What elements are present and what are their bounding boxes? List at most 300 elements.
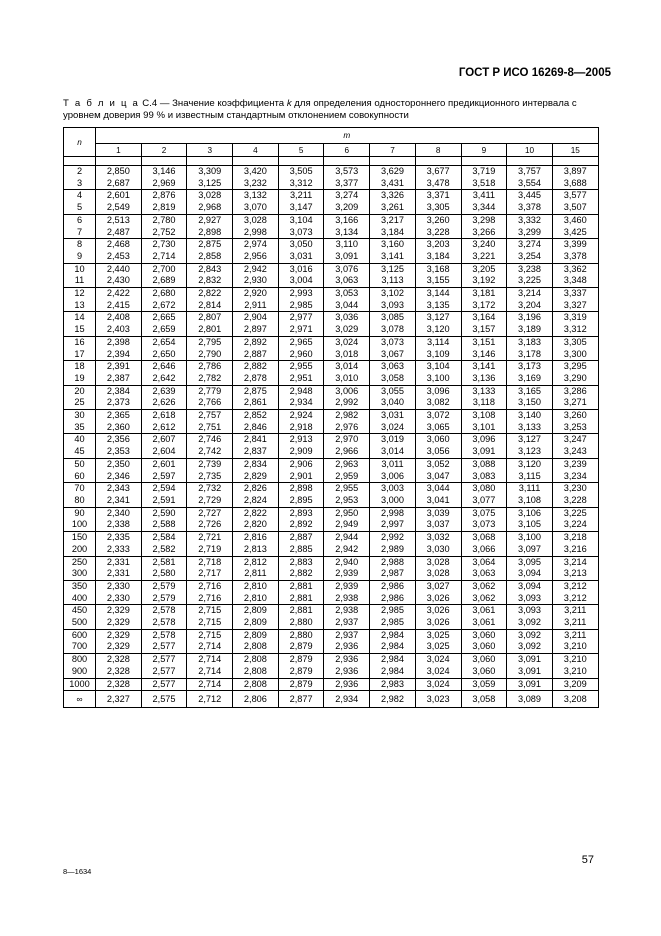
value-cell: 3,030: [415, 544, 461, 556]
table-caption: [63, 98, 613, 122]
value-cell: 2,936: [324, 654, 370, 666]
value-cell: 2,340: [96, 507, 142, 519]
value-cell: 3,133: [461, 385, 507, 397]
value-cell: 2,384: [96, 385, 142, 397]
column-group-header-m: m: [96, 128, 599, 144]
value-cell: 2,852: [233, 410, 279, 422]
value-cell: 2,440: [96, 263, 142, 275]
value-cell: 3,060: [461, 666, 507, 678]
value-cell: 2,982: [324, 410, 370, 422]
table-row: [64, 190, 599, 202]
value-cell: 2,578: [141, 617, 187, 629]
value-cell: 2,597: [141, 471, 187, 483]
table-row: [64, 568, 599, 580]
value-cell: 3,037: [415, 519, 461, 531]
value-cell: 2,834: [233, 458, 279, 470]
value-cell: 2,328: [96, 678, 142, 691]
value-cell: 2,578: [141, 629, 187, 641]
value-cell: 3,204: [507, 300, 553, 312]
row-n-cell: 700: [64, 641, 96, 653]
value-cell: 2,850: [96, 166, 142, 178]
value-cell: 2,944: [324, 532, 370, 544]
value-cell: 2,607: [141, 434, 187, 446]
table-row: [64, 446, 599, 458]
value-cell: 3,141: [370, 251, 416, 263]
row-n-cell: 14: [64, 312, 96, 324]
value-cell: 3,056: [415, 446, 461, 458]
value-cell: 2,879: [278, 678, 324, 691]
value-cell: 3,196: [507, 312, 553, 324]
value-cell: 3,189: [507, 324, 553, 336]
value-cell: 3,254: [507, 251, 553, 263]
table-row: [64, 519, 599, 531]
value-cell: 2,331: [96, 568, 142, 580]
value-cell: 3,305: [552, 336, 598, 348]
table-row: [64, 214, 599, 226]
value-cell: 2,881: [278, 580, 324, 592]
table-row: [64, 397, 599, 409]
table-row: [64, 458, 599, 470]
value-cell: 3,014: [324, 361, 370, 373]
column-header-m: 5: [278, 144, 324, 157]
row-n-cell: 50: [64, 458, 96, 470]
value-cell: 2,939: [324, 568, 370, 580]
value-cell: 3,312: [278, 178, 324, 190]
table-row: [64, 263, 599, 275]
value-cell: 2,984: [370, 654, 416, 666]
value-cell: 3,029: [324, 324, 370, 336]
value-cell: 2,875: [233, 385, 279, 397]
value-cell: 3,240: [461, 239, 507, 251]
value-cell: 3,132: [233, 190, 279, 202]
row-n-cell: 3: [64, 178, 96, 190]
value-cell: 3,040: [370, 397, 416, 409]
value-cell: 2,983: [370, 678, 416, 691]
value-cell: 3,036: [324, 312, 370, 324]
value-cell: 3,111: [507, 483, 553, 495]
value-cell: 3,075: [461, 507, 507, 519]
value-cell: 2,343: [96, 483, 142, 495]
value-cell: 2,579: [141, 580, 187, 592]
value-cell: 2,601: [96, 190, 142, 202]
value-cell: 2,329: [96, 629, 142, 641]
value-cell: 3,073: [370, 336, 416, 348]
spacer-cell: [278, 157, 324, 166]
value-cell: 2,948: [278, 385, 324, 397]
value-cell: 3,431: [370, 178, 416, 190]
value-cell: 2,936: [324, 666, 370, 678]
value-cell: 2,904: [233, 312, 279, 324]
value-cell: 3,344: [461, 202, 507, 214]
value-cell: 2,882: [278, 568, 324, 580]
value-cell: 3,060: [461, 641, 507, 653]
value-cell: 3,031: [278, 251, 324, 263]
value-cell: 3,166: [324, 214, 370, 226]
value-cell: 3,300: [552, 349, 598, 361]
value-cell: 3,217: [370, 214, 416, 226]
value-cell: 2,997: [370, 519, 416, 531]
value-cell: 3,110: [324, 239, 370, 251]
value-cell: 3,066: [461, 544, 507, 556]
value-cell: 2,580: [141, 568, 187, 580]
table-row: [64, 691, 599, 708]
value-cell: 2,938: [324, 605, 370, 617]
value-cell: 3,228: [415, 227, 461, 239]
value-cell: 3,234: [552, 471, 598, 483]
value-cell: 3,019: [370, 434, 416, 446]
table-row: [64, 580, 599, 592]
value-cell: 2,920: [233, 288, 279, 300]
value-cell: 2,642: [141, 373, 187, 385]
value-cell: 3,004: [278, 275, 324, 287]
value-cell: 3,155: [415, 275, 461, 287]
value-cell: 2,328: [96, 654, 142, 666]
table-row: [64, 544, 599, 556]
value-cell: 3,105: [507, 519, 553, 531]
value-cell: 3,091: [507, 678, 553, 691]
value-cell: 2,875: [187, 239, 233, 251]
value-cell: 3,031: [370, 410, 416, 422]
value-cell: 2,650: [141, 349, 187, 361]
value-cell: 3,164: [461, 312, 507, 324]
value-cell: 2,360: [96, 422, 142, 434]
value-cell: 3,425: [552, 227, 598, 239]
value-cell: 2,700: [141, 263, 187, 275]
value-cell: 2,826: [233, 483, 279, 495]
value-cell: 2,966: [324, 446, 370, 458]
value-cell: 3,094: [507, 568, 553, 580]
value-cell: 2,819: [141, 202, 187, 214]
table-row: [64, 641, 599, 653]
value-cell: 2,398: [96, 336, 142, 348]
row-n-cell: 450: [64, 605, 96, 617]
value-cell: 3,178: [507, 349, 553, 361]
value-cell: 2,808: [233, 641, 279, 653]
value-cell: 3,026: [415, 617, 461, 629]
value-cell: 2,816: [233, 532, 279, 544]
value-cell: 3,140: [507, 410, 553, 422]
value-cell: 2,909: [278, 446, 324, 458]
value-cell: 2,757: [187, 410, 233, 422]
value-cell: 3,211: [552, 605, 598, 617]
value-cell: 2,986: [370, 580, 416, 592]
value-cell: 3,305: [415, 202, 461, 214]
value-cell: 3,006: [324, 385, 370, 397]
value-cell: 2,812: [233, 556, 279, 568]
value-cell: 3,362: [552, 263, 598, 275]
value-cell: 2,938: [324, 593, 370, 605]
value-cell: 3,024: [370, 422, 416, 434]
value-cell: 2,984: [370, 629, 416, 641]
value-cell: 2,892: [278, 519, 324, 531]
value-cell: 3,243: [552, 446, 598, 458]
value-cell: 3,212: [552, 593, 598, 605]
value-cell: 3,023: [415, 691, 461, 708]
value-cell: 3,108: [507, 495, 553, 507]
value-cell: 3,399: [552, 239, 598, 251]
row-n-cell: 20: [64, 385, 96, 397]
value-cell: 3,261: [370, 202, 416, 214]
value-cell: 3,024: [415, 666, 461, 678]
value-cell: 2,879: [278, 654, 324, 666]
value-cell: 2,715: [187, 605, 233, 617]
table-row: [64, 666, 599, 678]
value-cell: 3,123: [507, 446, 553, 458]
value-cell: 3,063: [324, 275, 370, 287]
row-n-cell: 15: [64, 324, 96, 336]
value-cell: 2,751: [187, 422, 233, 434]
row-n-cell: 100: [64, 519, 96, 531]
value-cell: 3,150: [507, 397, 553, 409]
value-cell: 2,955: [278, 361, 324, 373]
value-cell: 2,718: [187, 556, 233, 568]
value-cell: 3,147: [278, 202, 324, 214]
value-cell: 2,584: [141, 532, 187, 544]
value-cell: 2,969: [141, 178, 187, 190]
value-cell: 3,211: [278, 190, 324, 202]
page-number: 57: [581, 854, 594, 866]
value-cell: 2,880: [278, 629, 324, 641]
value-cell: 3,371: [415, 190, 461, 202]
value-cell: 2,328: [96, 666, 142, 678]
value-cell: 2,330: [96, 593, 142, 605]
table-row: [64, 556, 599, 568]
row-n-cell: 80: [64, 495, 96, 507]
value-cell: 3,096: [461, 434, 507, 446]
row-n-cell: 13: [64, 300, 96, 312]
column-header-m: 8: [415, 144, 461, 157]
value-cell: 2,956: [233, 251, 279, 263]
value-cell: 2,487: [96, 227, 142, 239]
value-cell: 3,897: [552, 166, 598, 178]
value-cell: 2,391: [96, 361, 142, 373]
value-cell: 3,577: [552, 190, 598, 202]
value-cell: 3,091: [324, 251, 370, 263]
value-cell: 2,591: [141, 495, 187, 507]
value-cell: 3,309: [187, 166, 233, 178]
value-cell: 2,813: [233, 544, 279, 556]
value-cell: 2,988: [370, 556, 416, 568]
value-cell: 3,100: [415, 373, 461, 385]
value-cell: 2,927: [187, 214, 233, 226]
value-cell: 2,612: [141, 422, 187, 434]
value-cell: 2,330: [96, 580, 142, 592]
spacer-cell: [552, 157, 598, 166]
value-cell: 3,337: [552, 288, 598, 300]
value-cell: 3,047: [415, 471, 461, 483]
value-cell: 2,897: [233, 324, 279, 336]
value-cell: 2,575: [141, 691, 187, 708]
value-cell: 2,968: [187, 202, 233, 214]
value-cell: 3,024: [415, 654, 461, 666]
column-header-m: 7: [370, 144, 416, 157]
value-cell: 2,985: [370, 605, 416, 617]
row-n-cell: 600: [64, 629, 96, 641]
value-cell: 3,209: [552, 678, 598, 691]
value-cell: 3,011: [370, 458, 416, 470]
value-cell: 2,714: [141, 251, 187, 263]
value-cell: 3,065: [415, 422, 461, 434]
value-cell: 2,513: [96, 214, 142, 226]
caption-text-before: Значение коэффициента: [172, 98, 285, 109]
value-cell: 2,739: [187, 458, 233, 470]
value-cell: 2,577: [141, 641, 187, 653]
value-cell: 3,135: [415, 300, 461, 312]
value-cell: 2,901: [278, 471, 324, 483]
value-cell: 3,085: [370, 312, 416, 324]
value-cell: 2,970: [324, 434, 370, 446]
value-cell: 2,808: [233, 654, 279, 666]
value-cell: 2,913: [278, 434, 324, 446]
value-cell: 3,133: [507, 422, 553, 434]
value-cell: 3,146: [141, 166, 187, 178]
value-cell: 3,026: [415, 593, 461, 605]
value-cell: 2,887: [233, 349, 279, 361]
value-cell: 3,214: [552, 556, 598, 568]
value-cell: 2,887: [278, 532, 324, 544]
value-cell: 3,378: [507, 202, 553, 214]
value-cell: 3,271: [552, 397, 598, 409]
value-cell: 3,016: [278, 263, 324, 275]
value-cell: 3,688: [552, 178, 598, 190]
value-cell: 3,003: [370, 483, 416, 495]
value-cell: 2,942: [233, 263, 279, 275]
value-cell: 2,715: [187, 629, 233, 641]
value-cell: 3,212: [552, 580, 598, 592]
row-n-cell: 70: [64, 483, 96, 495]
value-cell: 3,092: [507, 641, 553, 653]
table-row: [64, 471, 599, 483]
value-cell: 3,213: [552, 568, 598, 580]
value-cell: 2,422: [96, 288, 142, 300]
column-header-m: 10: [507, 144, 553, 157]
value-cell: 3,169: [507, 373, 553, 385]
caption-symbol: k: [286, 98, 292, 109]
value-cell: 2,985: [370, 617, 416, 629]
value-cell: 2,924: [278, 410, 324, 422]
value-cell: 3,266: [461, 227, 507, 239]
column-header-m: 1: [96, 144, 142, 157]
value-cell: 3,064: [461, 556, 507, 568]
value-cell: 2,730: [141, 239, 187, 251]
value-cell: 3,062: [461, 580, 507, 592]
value-cell: 2,672: [141, 300, 187, 312]
column-header-m: 2: [141, 144, 187, 157]
value-cell: 3,025: [415, 629, 461, 641]
table-row: [64, 312, 599, 324]
value-cell: 3,058: [370, 373, 416, 385]
value-cell: 2,790: [187, 349, 233, 361]
row-n-cell: 6: [64, 214, 96, 226]
table-row: [64, 605, 599, 617]
row-n-cell: 250: [64, 556, 96, 568]
value-cell: 2,687: [96, 178, 142, 190]
value-cell: 2,985: [278, 300, 324, 312]
column-header-m: 15: [552, 144, 598, 157]
value-cell: 2,578: [141, 605, 187, 617]
value-cell: 3,060: [461, 654, 507, 666]
value-cell: 2,984: [370, 641, 416, 653]
value-cell: 3,377: [324, 178, 370, 190]
value-cell: 3,058: [461, 691, 507, 708]
value-cell: 2,934: [278, 397, 324, 409]
value-cell: 3,125: [187, 178, 233, 190]
row-n-cell: 350: [64, 580, 96, 592]
value-cell: 2,716: [187, 593, 233, 605]
value-cell: 3,445: [507, 190, 553, 202]
value-cell: 2,680: [141, 288, 187, 300]
value-cell: 2,824: [233, 495, 279, 507]
value-cell: 3,082: [415, 397, 461, 409]
value-cell: 2,820: [233, 519, 279, 531]
row-n-cell: 12: [64, 288, 96, 300]
value-cell: 2,577: [141, 666, 187, 678]
value-cell: 3,073: [278, 227, 324, 239]
value-cell: 2,822: [233, 507, 279, 519]
row-n-cell: 40: [64, 434, 96, 446]
value-cell: 3,063: [461, 568, 507, 580]
table-row: [64, 654, 599, 666]
value-cell: 3,095: [507, 556, 553, 568]
value-cell: 2,654: [141, 336, 187, 348]
value-cell: 2,936: [324, 641, 370, 653]
value-cell: 2,346: [96, 471, 142, 483]
value-cell: 2,809: [233, 605, 279, 617]
value-cell: 3,041: [415, 495, 461, 507]
value-cell: 3,094: [507, 580, 553, 592]
value-cell: 3,134: [324, 227, 370, 239]
value-cell: 2,832: [187, 275, 233, 287]
caption-text-after: для определения одностороннего предикционного интервала с уровнем доверия 99 % и известным стандартным отклонением совокупности: [63, 98, 577, 121]
value-cell: 3,106: [507, 507, 553, 519]
table-row: [64, 178, 599, 190]
value-cell: 2,930: [233, 275, 279, 287]
value-cell: 2,879: [278, 641, 324, 653]
value-cell: 3,210: [552, 654, 598, 666]
value-cell: 3,073: [461, 519, 507, 531]
row-n-cell: 800: [64, 654, 96, 666]
print-code: 8—1634: [63, 867, 92, 876]
value-cell: 3,181: [461, 288, 507, 300]
value-cell: 2,858: [187, 251, 233, 263]
value-cell: 3,478: [415, 178, 461, 190]
spacer-cell: [187, 157, 233, 166]
value-cell: 2,881: [278, 605, 324, 617]
value-cell: 2,992: [324, 397, 370, 409]
value-cell: 3,024: [324, 336, 370, 348]
value-cell: 3,211: [552, 629, 598, 641]
row-n-cell: 18: [64, 361, 96, 373]
value-cell: 3,025: [415, 641, 461, 653]
value-cell: 2,911: [233, 300, 279, 312]
value-cell: 2,582: [141, 544, 187, 556]
value-cell: 2,814: [187, 300, 233, 312]
value-cell: 3,076: [324, 263, 370, 275]
value-cell: 2,959: [324, 471, 370, 483]
value-cell: 3,078: [370, 324, 416, 336]
value-cell: 2,779: [187, 385, 233, 397]
column-header-m: 4: [233, 144, 279, 157]
value-cell: 3,295: [552, 361, 598, 373]
value-cell: 3,102: [370, 288, 416, 300]
value-cell: 3,232: [233, 178, 279, 190]
value-cell: 3,028: [187, 190, 233, 202]
value-cell: 2,795: [187, 336, 233, 348]
value-cell: 2,766: [187, 397, 233, 409]
value-cell: 2,353: [96, 446, 142, 458]
table-row: [64, 507, 599, 519]
value-cell: 3,068: [461, 532, 507, 544]
